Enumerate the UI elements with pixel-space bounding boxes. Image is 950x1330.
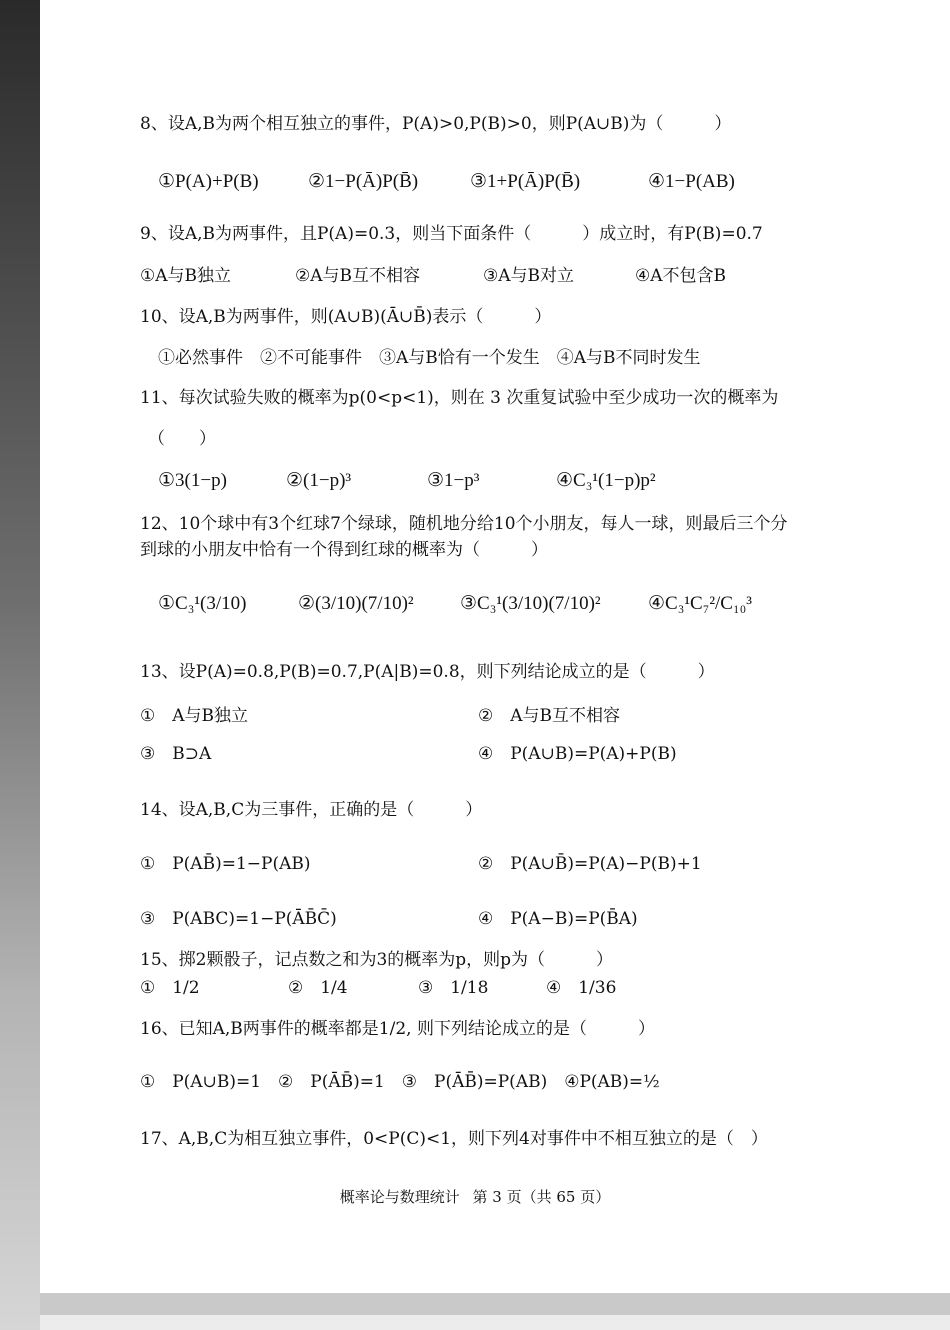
- question-12-stem-line2: 到球的小朋友中恰有一个得到红球的概率为（ ）: [140, 540, 548, 560]
- q8-option-3: ③1+P(Ā)P(B̄): [470, 171, 581, 192]
- q9-option-1: ①A与B独立: [140, 266, 232, 286]
- question-11-stem: 11、每次试验失败的概率为p(0<p<1)，则在 3 次重复试验中至少成功一次的概率为: [140, 388, 779, 408]
- question-14-stem: 14、设A,B,C为三事件，正确的是（ ）: [140, 800, 483, 820]
- q9-option-3: ③A与B对立: [483, 266, 575, 286]
- question-17-stem: 17、A,B,C为相互独立事件，0<P(C)<1，则下列4对事件中不相互独立的是（ ）: [140, 1129, 768, 1149]
- q11-option-3: ③1−p³: [427, 470, 480, 491]
- footer-course-title: 概率论与数理统计: [339, 1188, 460, 1206]
- q11-option-2: ②(1−p)³: [286, 470, 352, 491]
- footer-page-number: 第 3 页（共 65 页）: [472, 1188, 611, 1206]
- q8-option-4: ④1−P(AB): [648, 171, 735, 192]
- q8-option-1: ①P(A)+P(B): [158, 171, 259, 192]
- q9-option-4: ④A不包含B: [635, 266, 727, 286]
- question-9-stem: 9、设A,B为两事件，且P(A)=0.3，则当下面条件（ ）成立时，有P(B)=0.7: [140, 224, 763, 244]
- question-16-stem: 16、已知A,B两事件的概率都是1/2, 则下列结论成立的是（ ）: [140, 1019, 655, 1039]
- question-10-stem: 10、设A,B为两事件，则(A∪B)(Ā∪B̄)表示（ ）: [140, 307, 552, 327]
- q13-option-4: ④ P(A∪B)=P(A)+P(B): [478, 744, 677, 764]
- q12-option-2: ②(3/10)(7/10)²: [298, 593, 414, 614]
- question-15-stem: 15、掷2颗骰子，记点数之和为3的概率为p，则p为（ ）: [140, 950, 614, 970]
- q13-option-3: ③ B⊃A: [140, 744, 212, 764]
- q9-option-2: ②A与B互不相容: [295, 266, 421, 286]
- q12-option-3: ③C₃¹(3/10)(7/10)²: [460, 593, 601, 614]
- page-footer: [0, 1186, 950, 1207]
- q15-option-4: ④ 1/36: [546, 978, 617, 998]
- q12-option-1: ①C₃¹(3/10): [158, 593, 247, 614]
- q15-option-1: ① 1/2: [140, 978, 200, 998]
- q12-option-4: ④C₃¹C₇²/C₁₀³: [648, 593, 752, 614]
- q11-option-1: ①3(1−p): [158, 470, 227, 491]
- q11-option-4: ④C₃¹(1−p)p²: [556, 470, 656, 491]
- q14-option-3: ③ P(ABC)=1−P(ĀB̄C̄): [140, 909, 337, 929]
- bottom-edge-light: [40, 1315, 950, 1330]
- q14-option-1: ① P(AB̄)=1−P(AB): [140, 854, 311, 874]
- q14-option-2: ② P(A∪B̄)=P(A)−P(B)+1: [478, 854, 702, 874]
- q15-option-3: ③ 1/18: [418, 978, 489, 998]
- bottom-edge-shadow: [40, 1293, 950, 1315]
- q13-option-2: ② A与B互不相容: [478, 706, 621, 726]
- q13-option-1: ① A与B独立: [140, 706, 249, 726]
- q15-option-2: ② 1/4: [288, 978, 348, 998]
- left-edge-shadow: [0, 0, 40, 1330]
- q10-options: ①必然事件 ②不可能事件 ③A与B恰有一个发生 ④A与B不同时发生: [158, 348, 701, 368]
- q16-options: ① P(A∪B)=1 ② P(ĀB̄)=1 ③ P(ĀB̄)=P(AB) ④P(AB)=½: [140, 1072, 660, 1092]
- question-8-stem: 8、设A,B为两个相互独立的事件，P(A)>0,P(B)>0，则P(A∪B)为（ ）: [140, 114, 732, 134]
- question-12-stem-line1: 12、10个球中有3个红球7个绿球，随机地分给10个小朋友，每人一球，则最后三个分: [140, 514, 788, 534]
- q8-option-2: ②1−P(Ā)P(B̄): [308, 171, 419, 192]
- question-11-blank: （ ）: [148, 429, 216, 449]
- q14-option-4: ④ P(A−B)=P(B̄A): [478, 909, 638, 929]
- question-13-stem: 13、设P(A)=0.8,P(B)=0.7,P(A|B)=0.8，则下列结论成立的是（ ）: [140, 662, 715, 682]
